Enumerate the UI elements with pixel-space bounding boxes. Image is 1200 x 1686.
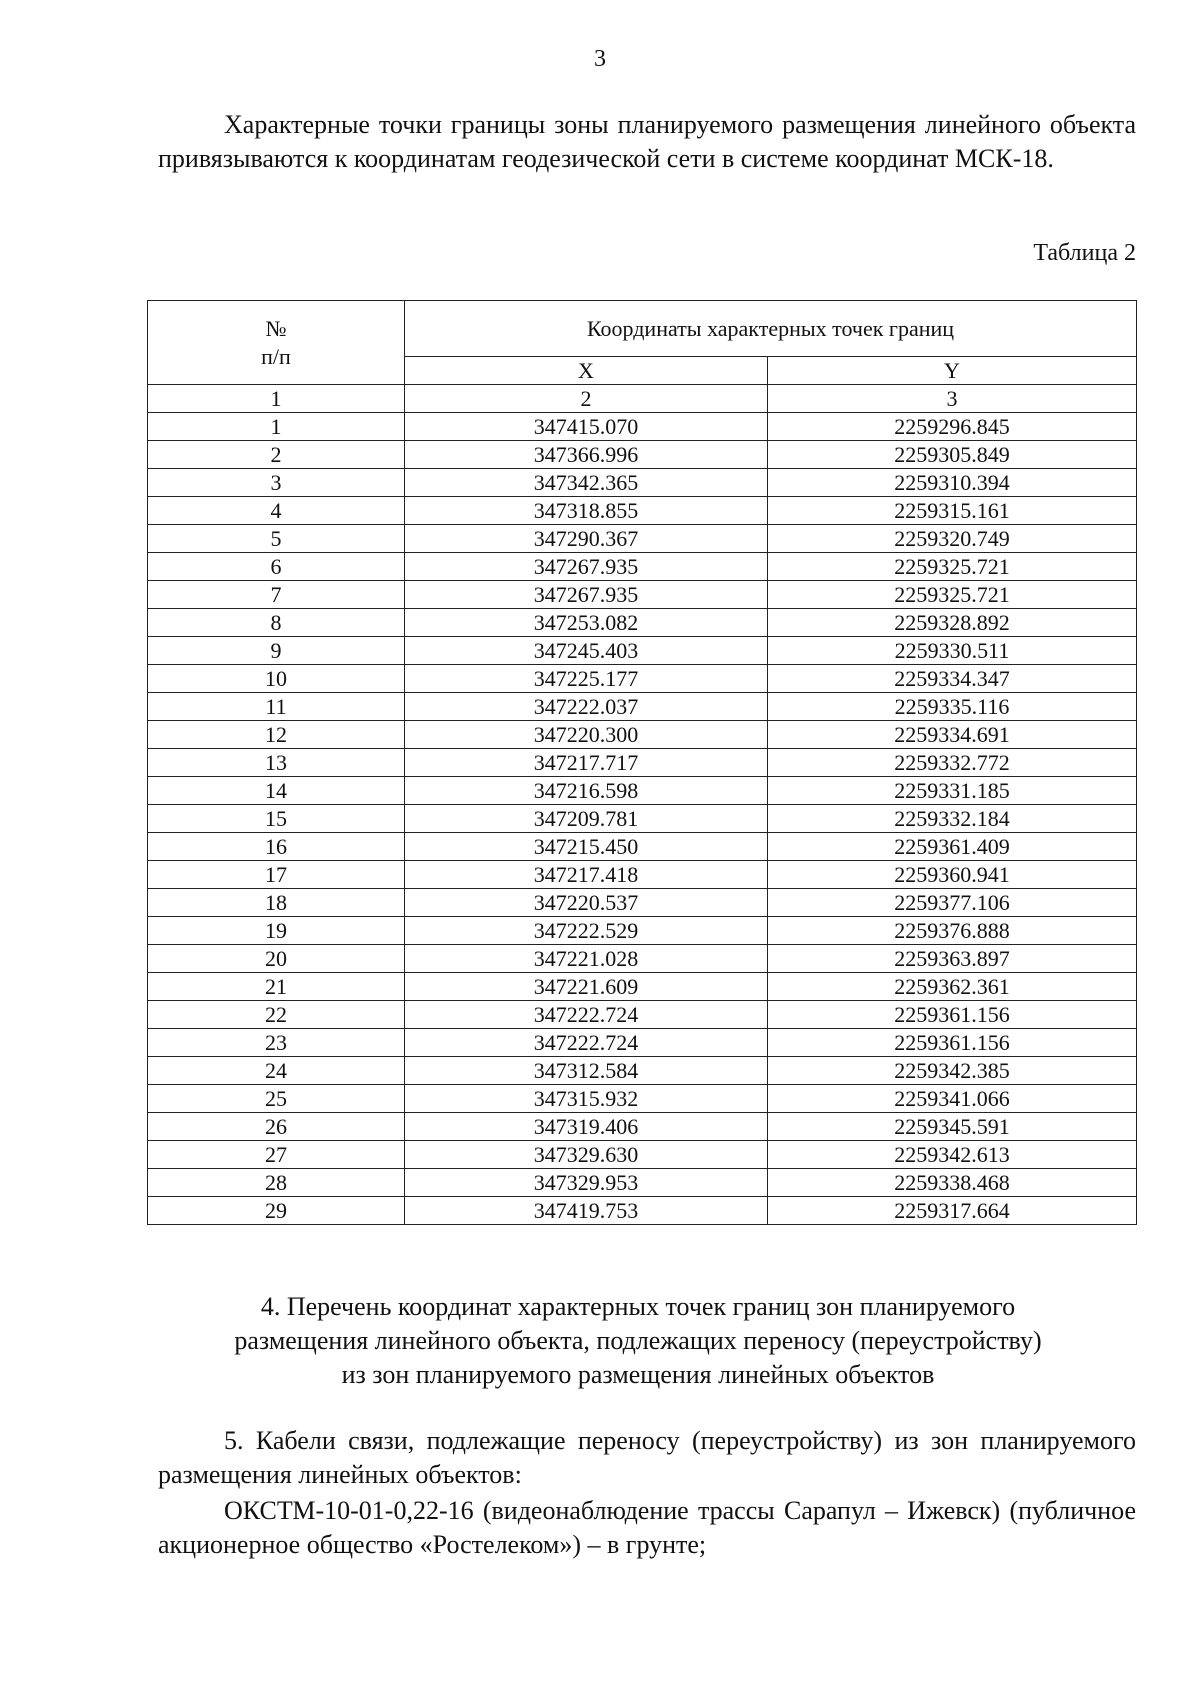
- point-number-cell: 20: [148, 945, 405, 973]
- y-coordinate-cell: 2259330.511: [768, 637, 1137, 665]
- point-number-cell: 25: [148, 1085, 405, 1113]
- point-number-cell: 14: [148, 777, 405, 805]
- y-coordinate-cell: 2259363.897: [768, 945, 1137, 973]
- y-coordinate-cell: 2259334.691: [768, 721, 1137, 749]
- x-coordinate-cell: 347319.406: [405, 1113, 768, 1141]
- y-coordinate-cell: 2259338.468: [768, 1169, 1137, 1197]
- x-coordinate-cell: 347315.932: [405, 1085, 768, 1113]
- x-coordinate-cell: 347222.724: [405, 1029, 768, 1057]
- x-coordinate-cell: 347221.028: [405, 945, 768, 973]
- table-row: [148, 693, 1137, 721]
- table-row: [148, 749, 1137, 777]
- point-number-cell: 21: [148, 973, 405, 1001]
- table-row: [148, 1029, 1137, 1057]
- point-number-cell: 27: [148, 1141, 405, 1169]
- x-coordinate-cell: 347220.537: [405, 889, 768, 917]
- table-row: [148, 973, 1137, 1001]
- point-number-cell: 5: [148, 525, 405, 553]
- section-5-paragraph: 5. Кабели связи, подлежащие переносу (переустройству) из зон планируемого размещения линейных объектов:: [158, 1426, 1136, 1489]
- y-coordinate-cell: 2259361.156: [768, 1029, 1137, 1057]
- table-caption: Таблица 2: [1033, 240, 1136, 266]
- y-coordinate-cell: 2259342.385: [768, 1057, 1137, 1085]
- y-coordinate-cell: 2259361.156: [768, 1001, 1137, 1029]
- x-coordinate-cell: 347222.037: [405, 693, 768, 721]
- x-coordinate-cell: 347225.177: [405, 665, 768, 693]
- y-coordinate-cell: 2259320.749: [768, 525, 1137, 553]
- point-number-cell: 15: [148, 805, 405, 833]
- y-coordinate-cell: 2259296.845: [768, 413, 1137, 441]
- x-coordinate-cell: 347217.717: [405, 749, 768, 777]
- column-number-1: 1: [148, 385, 405, 413]
- y-coordinate-cell: 2259325.721: [768, 581, 1137, 609]
- x-coordinate-cell: 347329.630: [405, 1141, 768, 1169]
- column-number-2: 2: [405, 385, 768, 413]
- point-number-cell: 22: [148, 1001, 405, 1029]
- x-coordinate-cell: 347222.724: [405, 1001, 768, 1029]
- y-coordinate-cell: 2259332.772: [768, 749, 1137, 777]
- x-coordinate-cell: 347329.953: [405, 1169, 768, 1197]
- table-row: [148, 1113, 1137, 1141]
- table-row: [148, 721, 1137, 749]
- y-coordinate-cell: 2259317.664: [768, 1197, 1137, 1225]
- x-coordinate-cell: 347222.529: [405, 917, 768, 945]
- table-row: [148, 917, 1137, 945]
- table-row: [148, 553, 1137, 581]
- table-row: [148, 609, 1137, 637]
- coordinates-table: [147, 300, 1137, 1225]
- x-coordinate-cell: 347312.584: [405, 1057, 768, 1085]
- y-coordinate-cell: 2259310.394: [768, 469, 1137, 497]
- y-coordinate-cell: 2259335.116: [768, 693, 1137, 721]
- x-coordinate-cell: 347215.450: [405, 833, 768, 861]
- point-number-cell: 26: [148, 1113, 405, 1141]
- page-number: 3: [594, 46, 606, 72]
- x-header: X: [405, 357, 768, 385]
- table-row: [148, 413, 1137, 441]
- table-row: [148, 1169, 1137, 1197]
- point-number-cell: 3: [148, 469, 405, 497]
- x-coordinate-cell: 347253.082: [405, 609, 768, 637]
- point-number-cell: 23: [148, 1029, 405, 1057]
- x-coordinate-cell: 347415.070: [405, 413, 768, 441]
- point-number-cell: 24: [148, 1057, 405, 1085]
- table-row: [148, 1085, 1137, 1113]
- section-4-line: размещения линейного объекта, подлежащих переносу (переустройству): [234, 1326, 1042, 1355]
- table-row: [148, 833, 1137, 861]
- point-number-cell: 12: [148, 721, 405, 749]
- point-number-cell: 11: [148, 693, 405, 721]
- coordinates-table-body: [148, 413, 1137, 1225]
- section-4-line: из зон планируемого размещения линейных объектов: [341, 1360, 935, 1389]
- point-number-cell: 16: [148, 833, 405, 861]
- table-row: [148, 497, 1137, 525]
- y-coordinate-cell: 2259328.892: [768, 609, 1137, 637]
- point-number-cell: 29: [148, 1197, 405, 1225]
- point-number-cell: 1: [148, 413, 405, 441]
- point-number-cell: 6: [148, 553, 405, 581]
- section-4-line: 4. Перечень координат характерных точек границ зон планируемого: [260, 1292, 1016, 1321]
- table-row: [148, 889, 1137, 917]
- y-coordinate-cell: 2259345.591: [768, 1113, 1137, 1141]
- table-row: [148, 469, 1137, 497]
- table-row: [148, 525, 1137, 553]
- x-coordinate-cell: 347419.753: [405, 1197, 768, 1225]
- y-coordinate-cell: 2259376.888: [768, 917, 1137, 945]
- y-coordinate-cell: 2259342.613: [768, 1141, 1137, 1169]
- table-row: [148, 1057, 1137, 1085]
- x-coordinate-cell: 347221.609: [405, 973, 768, 1001]
- point-number-cell: 2: [148, 441, 405, 469]
- table-row: [148, 861, 1137, 889]
- table-row: [148, 777, 1137, 805]
- y-header: Y: [768, 357, 1137, 385]
- cable-item: ОКСТМ-10-01-0,22-16 (видеонаблюдение трассы Сарапул – Ижевск) (публичное акционерное общество «Ростелеком») – в грунте;: [158, 1496, 1136, 1559]
- point-number-cell: 13: [148, 749, 405, 777]
- table-row: [148, 1001, 1137, 1029]
- x-coordinate-cell: 347209.781: [405, 805, 768, 833]
- y-coordinate-cell: 2259315.161: [768, 497, 1137, 525]
- x-coordinate-cell: 347267.935: [405, 581, 768, 609]
- intro-paragraph: Характерные точки границы зоны планируемого размещения линейного объекта привязываются к координатам геодезической сети в системе координат МСК-18.: [158, 110, 1136, 173]
- table-row: [148, 945, 1137, 973]
- y-coordinate-cell: 2259305.849: [768, 441, 1137, 469]
- table-row: [148, 805, 1137, 833]
- y-coordinate-cell: 2259360.941: [768, 861, 1137, 889]
- pp-label: п/п: [261, 343, 291, 369]
- y-coordinate-cell: 2259325.721: [768, 553, 1137, 581]
- table-row: [148, 637, 1137, 665]
- y-coordinate-cell: 2259362.361: [768, 973, 1137, 1001]
- x-coordinate-cell: 347217.418: [405, 861, 768, 889]
- y-coordinate-cell: 2259332.184: [768, 805, 1137, 833]
- table-row: [148, 665, 1137, 693]
- table-row: [148, 441, 1137, 469]
- point-number-cell: 19: [148, 917, 405, 945]
- x-coordinate-cell: 347342.365: [405, 469, 768, 497]
- point-number-cell: 28: [148, 1169, 405, 1197]
- x-coordinate-cell: 347220.300: [405, 721, 768, 749]
- x-coordinate-cell: 347366.996: [405, 441, 768, 469]
- x-coordinate-cell: 347216.598: [405, 777, 768, 805]
- y-coordinate-cell: 2259361.409: [768, 833, 1137, 861]
- point-number-cell: 17: [148, 861, 405, 889]
- x-coordinate-cell: 347267.935: [405, 553, 768, 581]
- y-coordinate-cell: 2259377.106: [768, 889, 1137, 917]
- x-coordinate-cell: 347245.403: [405, 637, 768, 665]
- y-coordinate-cell: 2259341.066: [768, 1085, 1137, 1113]
- coordinates-group-header: Координаты характерных точек границ: [405, 301, 1137, 357]
- y-coordinate-cell: 2259331.185: [768, 777, 1137, 805]
- point-number-cell: 4: [148, 497, 405, 525]
- table-row: [148, 1197, 1137, 1225]
- point-number-cell: 9: [148, 637, 405, 665]
- num-sign: №: [265, 315, 287, 341]
- section-4-heading: [150, 1290, 1126, 1392]
- point-number-cell: 8: [148, 609, 405, 637]
- x-coordinate-cell: 347318.855: [405, 497, 768, 525]
- point-number-cell: 10: [148, 665, 405, 693]
- y-coordinate-cell: 2259334.347: [768, 665, 1137, 693]
- point-number-cell: 7: [148, 581, 405, 609]
- table-row: [148, 581, 1137, 609]
- point-number-cell: 18: [148, 889, 405, 917]
- column-number-3: 3: [768, 385, 1137, 413]
- x-coordinate-cell: 347290.367: [405, 525, 768, 553]
- table-row: [148, 1141, 1137, 1169]
- row-number-header: [148, 301, 405, 385]
